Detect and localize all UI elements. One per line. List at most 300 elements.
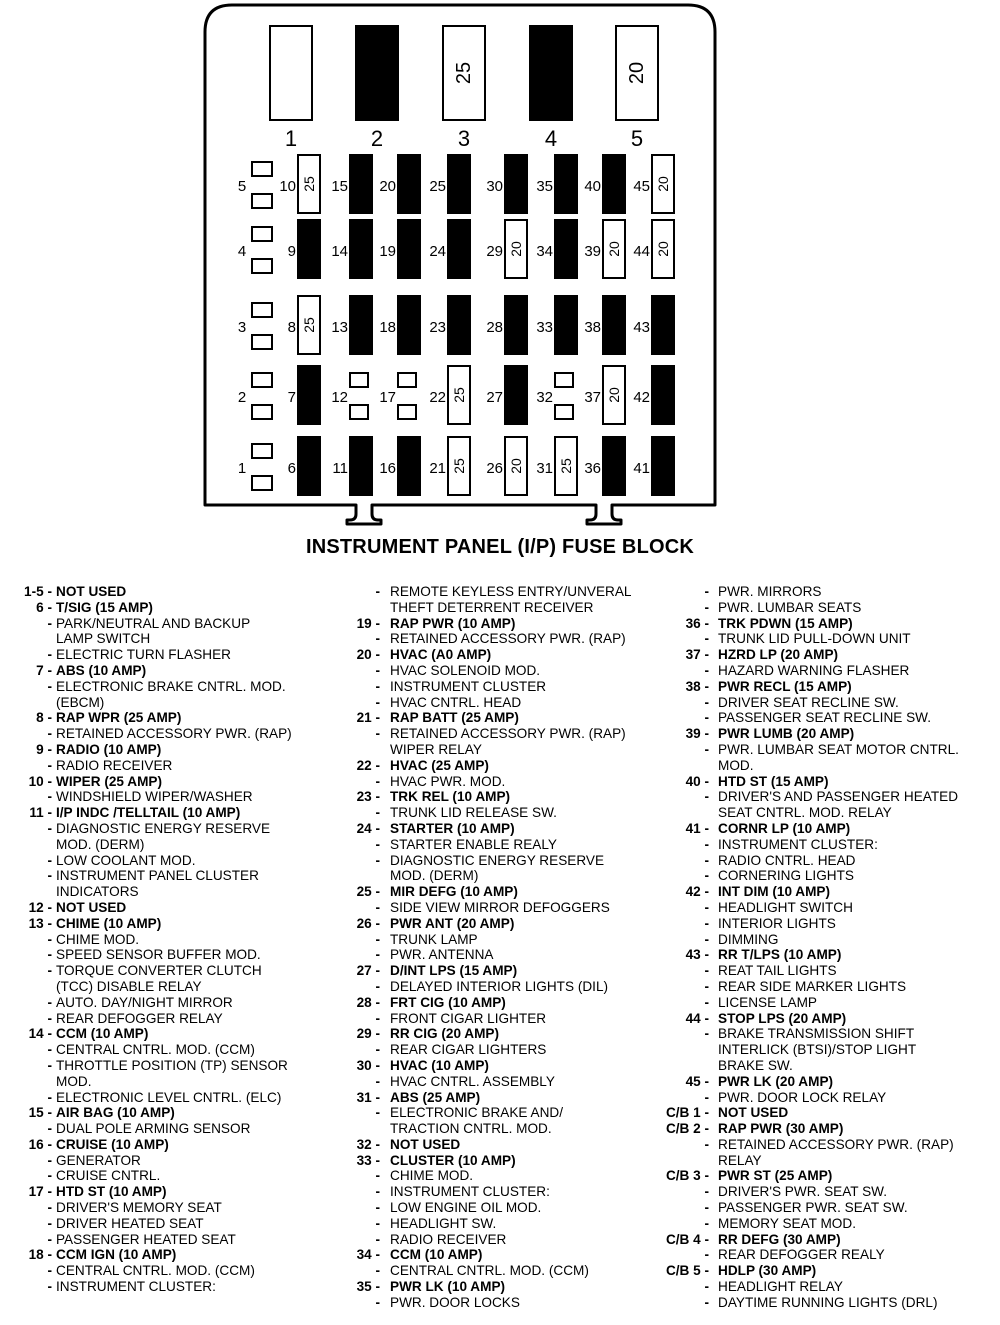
legend-text: DUAL POLE ARMING SENSOR [56, 1121, 251, 1137]
legend-text: HZRD LP (20 AMP) [718, 647, 839, 663]
legend-number: 20 - [356, 647, 380, 663]
legend-text: FRONT CIGAR LIGHTER [390, 1010, 547, 1026]
legend-text: INT DIM (10 AMP) [718, 884, 831, 900]
legend-number: 9 - [36, 741, 52, 757]
side-relay-4 [238, 227, 272, 273]
fuse-number: 20 [379, 178, 396, 195]
fuse-number: 10 [279, 178, 296, 195]
legend-item [665, 900, 998, 916]
legend-text: STARTER (10 AMP) [390, 820, 515, 836]
empty-contact-upper [350, 373, 368, 387]
legend-number: - [704, 994, 709, 1010]
legend-text: PWR. LUMBAR SEATS [718, 599, 862, 615]
legend-text: CORNR LP (10 AMP) [718, 820, 851, 836]
relay-contact-upper [252, 444, 272, 458]
legend-text: STARTER ENABLE REALY [390, 836, 557, 852]
legend-column-3 [665, 584, 998, 1311]
top-slot-number: 3 [457, 126, 471, 151]
legend-number: - [47, 1279, 52, 1295]
legend-item [665, 695, 998, 711]
legend-number: 23 - [356, 789, 380, 805]
fuse-number: 32 [536, 389, 553, 406]
legend-text: CENTRAL CNTRL. MOD. (CCM) [390, 1263, 589, 1279]
legend-text: DIAGNOSTIC ENERGY RESERVE [390, 852, 605, 868]
fuse-slot-38 [584, 296, 625, 354]
legend-text: BRAKE TRANSMISSION SHIFT [718, 1026, 915, 1042]
legend-text: HVAC (25 AMP) [390, 757, 489, 773]
legend-heading [665, 616, 998, 632]
top-slot-body [356, 26, 398, 120]
legend-item [340, 932, 662, 948]
legend-text: ABS (25 AMP) [390, 1089, 481, 1105]
legend-text: WINDSHIELD WIPER/WASHER [56, 789, 253, 805]
legend-number: - [375, 805, 380, 821]
legend-text: RAP WPR (25 AMP) [56, 710, 182, 726]
fuse-number: 43 [633, 319, 650, 336]
fuse-slot-15 [331, 155, 372, 213]
legend-item [2, 868, 337, 884]
legend-text: REAR DEFOGGER RELAY [56, 1010, 223, 1026]
legend-column-1 [2, 584, 337, 1295]
relay-contact-upper [252, 227, 272, 241]
fuse-number: 34 [536, 243, 553, 260]
legend-text: INSTRUMENT PANEL CLUSTER [56, 868, 259, 884]
legend-text: RR DEFG (30 AMP) [718, 1231, 841, 1247]
legend-text: PARK/NEUTRAL AND BACKUP [56, 615, 251, 631]
legend-text: STOP LPS (20 AMP) [718, 1010, 847, 1026]
fuse-slot-22 [429, 366, 470, 424]
legend-text: PWR LUMB (20 AMP) [718, 726, 855, 742]
legend-item [2, 1263, 337, 1279]
fuse-number: 14 [331, 243, 348, 260]
legend-item [2, 837, 337, 853]
legend-number: - [375, 978, 380, 994]
legend-text: PASSENGER SEAT RECLINE SW. [718, 710, 932, 726]
legend-item [2, 947, 337, 963]
legend-text: WIPER RELAY [390, 741, 482, 757]
fuse-number: 15 [331, 178, 348, 195]
legend-item [665, 1216, 998, 1232]
legend-item [340, 1184, 662, 1200]
top-slot-number: 4 [544, 126, 558, 151]
legend-heading [665, 726, 998, 742]
legend-item [2, 1153, 337, 1169]
relay-contact-upper [252, 303, 272, 317]
legend-item [340, 979, 662, 995]
legend-text: PWR LK (20 AMP) [718, 1073, 834, 1089]
fuse-number: 22 [429, 389, 446, 406]
legend-number: - [704, 868, 709, 884]
fuse-body [350, 155, 372, 213]
legend-text: MOD. [718, 757, 754, 773]
legend-number: 11 - [29, 805, 52, 821]
legend-text: THROTTLE POSITION (TP) SENSOR [56, 1057, 288, 1073]
legend-text: HTD ST (10 AMP) [56, 1184, 167, 1200]
fuse-slot-30 [486, 155, 527, 213]
legend-number: - [375, 1184, 380, 1200]
legend-text: GENERATOR [56, 1152, 141, 1168]
fuse-slot-41 [633, 437, 674, 495]
fuse-number: 36 [584, 460, 601, 477]
legend-number: - [375, 662, 380, 678]
legend-item [665, 932, 998, 948]
legend-item [2, 1074, 337, 1090]
legend-text: CENTRAL CNTRL. MOD. (CCM) [56, 1263, 255, 1279]
legend-text: TRK REL (10 AMP) [390, 789, 511, 805]
legend-text: (TCC) DISABLE RELAY [56, 978, 202, 994]
fuse-slot-23 [429, 296, 470, 354]
legend-heading [340, 1279, 662, 1295]
legend-text: D/INT LPS (15 AMP) [390, 963, 518, 979]
legend-item [665, 758, 998, 774]
legend-text: DIAGNOSTIC ENERGY RESERVE [56, 820, 271, 836]
legend-item [2, 995, 337, 1011]
legend-heading [340, 758, 662, 774]
fuse-slot-34 [536, 220, 577, 278]
side-relay-5 [238, 162, 272, 208]
fuse-slot-17 [379, 373, 416, 419]
legend-item [2, 979, 337, 995]
legend-text: MIR DEFG (10 AMP) [390, 884, 518, 900]
empty-contact-lower [350, 405, 368, 419]
legend-number: - [375, 1231, 380, 1247]
legend-heading [665, 1168, 998, 1184]
top-slot-1 [270, 26, 312, 151]
fuse-slot-27 [486, 366, 527, 424]
legend-text: HEADLIGHT SW. [390, 1215, 497, 1231]
relay-contact-upper [252, 162, 272, 176]
legend-number: - [375, 1263, 380, 1279]
legend-number: - [375, 947, 380, 963]
top-slot-2 [356, 26, 398, 151]
fuse-number: 13 [331, 319, 348, 336]
legend-heading [340, 1058, 662, 1074]
legend-item [2, 726, 337, 742]
legend-number: - [704, 836, 709, 852]
legend-text: DIMMING [718, 931, 779, 947]
legend-heading [340, 1090, 662, 1106]
legend-number: - [704, 1215, 709, 1231]
legend-heading [2, 584, 337, 600]
legend-number: - [47, 1231, 52, 1247]
legend-number: 44 - [685, 1010, 709, 1026]
fuse-number: 7 [287, 389, 296, 406]
legend-text: HVAC (10 AMP) [390, 1057, 489, 1073]
legend-heading [2, 663, 337, 679]
fuse-slot-43 [633, 296, 674, 354]
fuse-slot-40 [584, 155, 625, 213]
legend-text: INSTRUMENT CLUSTER: [390, 1184, 550, 1200]
legend-text: ABS (10 AMP) [56, 662, 147, 678]
fuse-slot-21 [429, 437, 470, 495]
top-slot-number: 1 [284, 126, 298, 151]
legend-text: ELECTRONIC BRAKE AND/ [390, 1105, 563, 1121]
legend-item [2, 821, 337, 837]
legend-number: 43 - [685, 947, 709, 963]
legend-item [2, 1200, 337, 1216]
legend-text: CRUISE CNTRL. [56, 1168, 161, 1184]
fuse-rating: 20 [508, 458, 524, 474]
fuse-number: 9 [287, 243, 296, 260]
fuse-slot-9 [288, 220, 320, 278]
empty-contact-upper [555, 373, 573, 387]
fuse-rating: 25 [451, 458, 467, 474]
legend-number: 15 - [28, 1105, 52, 1121]
legend-text: INDICATORS [56, 884, 139, 900]
fuse-body [298, 437, 320, 495]
legend-number: - [704, 1200, 709, 1216]
legend-number: 30 - [356, 1057, 380, 1073]
legend-text: CHIME MOD. [390, 1168, 474, 1184]
legend-number: C/B 5 - [665, 1263, 709, 1279]
legend-item [665, 1026, 998, 1042]
legend-text: TORQUE CONVERTER CLUTCH [56, 963, 262, 979]
legend-text: PASSENGER HEATED SEAT [56, 1231, 236, 1247]
fuse-number: 23 [429, 319, 446, 336]
top-slot-number: 5 [630, 126, 644, 151]
fuse-number: 16 [379, 460, 396, 477]
legend-text: TRACTION CNTRL. MOD. [390, 1121, 552, 1137]
legend-number: 6 - [36, 599, 52, 615]
legend-number: 36 - [685, 615, 709, 631]
legend-heading [2, 805, 337, 821]
legend-item [340, 1011, 662, 1027]
fuse-number: 26 [486, 460, 503, 477]
legend-text: MOD. (DERM) [56, 836, 145, 852]
legend-text: HVAC SOLENOID MOD. [390, 662, 541, 678]
fuse-slot-7 [288, 366, 320, 424]
top-slot-rating: 20 [626, 61, 648, 85]
legend-number: - [704, 1247, 709, 1263]
legend-item [2, 1232, 337, 1248]
legend-number: 12 - [28, 899, 52, 915]
legend-text: SPEED SENSOR BUFFER MOD. [56, 947, 261, 963]
legend-heading [2, 916, 337, 932]
legend-item [665, 789, 998, 805]
legend-number: - [704, 694, 709, 710]
legend-text: THEFT DETERRENT RECEIVER [390, 599, 594, 615]
legend-number: - [375, 852, 380, 868]
legend-text: ELECTRIC TURN FLASHER [56, 647, 231, 663]
fuse-number: 11 [332, 460, 348, 477]
legend-number: - [375, 899, 380, 915]
legend-item [665, 1058, 998, 1074]
legend-number: - [704, 710, 709, 726]
legend-number: 22 - [356, 757, 380, 773]
legend-item [340, 1295, 662, 1311]
legend-heading [665, 679, 998, 695]
legend-text: RETAINED ACCESSORY PWR. (RAP) [390, 726, 626, 742]
legend-number: - [47, 1152, 52, 1168]
legend-text: DAYTIME RUNNING LIGHTS (DRL) [718, 1294, 938, 1310]
legend-text: MEMORY SEAT MOD. [718, 1215, 856, 1231]
legend-number: - [47, 947, 52, 963]
side-relay-number: 4 [237, 243, 247, 260]
legend-text: PWR. DOOR LOCK RELAY [718, 1089, 887, 1105]
fuse-number: 18 [379, 319, 396, 336]
legend-text: PWR. LUMBAR SEAT MOTOR CNTRL. [718, 741, 959, 757]
fuse-slot-29 [486, 220, 527, 278]
legend-text: PWR LK (10 AMP) [390, 1279, 506, 1295]
fuse-body [603, 437, 625, 495]
legend-number: - [47, 789, 52, 805]
legend-number: 10 - [28, 773, 52, 789]
legend-heading [340, 1137, 662, 1153]
legend-item [665, 868, 998, 884]
legend-text: CHIME MOD. [56, 931, 140, 947]
fuse-slot-18 [379, 296, 420, 354]
fuse-body [398, 437, 420, 495]
legend-text: CORNERING LIGHTS [718, 868, 854, 884]
legend-number: - [375, 1073, 380, 1089]
legend-heading [340, 710, 662, 726]
legend-item [665, 663, 998, 679]
legend-number: - [375, 1215, 380, 1231]
fuse-body [555, 220, 577, 278]
legend-text: PWR. ANTENNA [390, 947, 494, 963]
legend-text: CCM (10 AMP) [56, 1026, 149, 1042]
legend-number: 27 - [356, 963, 380, 979]
legend-item [340, 600, 662, 616]
legend-item [2, 963, 337, 979]
legend-item [665, 805, 998, 821]
legend-text: MOD. (DERM) [390, 868, 479, 884]
fuse-slot-19 [379, 220, 420, 278]
fuse-body [555, 155, 577, 213]
legend-text: RETAINED ACCESSORY PWR. (RAP) [718, 1136, 954, 1152]
legend-heading [665, 884, 998, 900]
legend-item [340, 1200, 662, 1216]
legend-heading [340, 916, 662, 932]
legend-text: FRT CIG (10 AMP) [390, 994, 506, 1010]
legend-item [665, 1184, 998, 1200]
fuse-slot-31 [536, 437, 577, 495]
legend-item [665, 710, 998, 726]
legend-number: - [375, 931, 380, 947]
legend-heading [340, 647, 662, 663]
legend-item [340, 1232, 662, 1248]
legend-item [340, 853, 662, 869]
legend-number: 31 - [356, 1089, 380, 1105]
fuse-body [652, 366, 674, 424]
legend-heading [2, 710, 337, 726]
legend-number: - [47, 931, 52, 947]
legend-number: 13 - [28, 915, 52, 931]
legend-text: BRAKE SW. [718, 1057, 793, 1073]
fuse-body [448, 220, 470, 278]
diagram-title: INSTRUMENT PANEL (I/P) FUSE BLOCK [305, 536, 695, 558]
legend-number: 21 - [356, 710, 380, 726]
fuse-number: 35 [536, 178, 553, 195]
legend-number: C/B 4 - [665, 1231, 709, 1247]
legend-number: - [47, 1263, 52, 1279]
fuse-rating: 20 [508, 241, 524, 257]
side-relay-number: 1 [237, 460, 247, 477]
legend-text: TRUNK LID PULL-DOWN UNIT [718, 631, 911, 647]
legend-number: - [375, 1168, 380, 1184]
legend-item [665, 1295, 998, 1311]
legend-item [665, 837, 998, 853]
relay-contact-lower [252, 335, 272, 349]
legend-number: - [704, 963, 709, 979]
legend-text: PWR. DOOR LOCKS [390, 1294, 520, 1310]
fuse-slot-39 [584, 220, 625, 278]
legend-text: TRUNK LAMP [390, 931, 478, 947]
legend-item [340, 1074, 662, 1090]
fuse-rating: 25 [301, 176, 317, 192]
legend-number: 17 - [28, 1184, 52, 1200]
legend-text: CLUSTER (10 AMP) [390, 1152, 516, 1168]
legend-item [2, 1011, 337, 1027]
fuse-body [298, 220, 320, 278]
legend-item [340, 1042, 662, 1058]
legend-item [340, 805, 662, 821]
fuse-body [398, 155, 420, 213]
legend-text: NOT USED [56, 584, 127, 599]
legend-item [665, 853, 998, 869]
top-slot-body [270, 26, 312, 120]
top-slot-rating: 25 [453, 61, 475, 85]
fuse-slot-24 [429, 220, 470, 278]
legend-number: 37 - [685, 647, 709, 663]
legend-item [2, 789, 337, 805]
fuse-body [350, 296, 372, 354]
legend-number: 42 - [685, 884, 709, 900]
legend-item [340, 726, 662, 742]
fuse-slot-36 [584, 437, 625, 495]
legend-text: CCM IGN (10 AMP) [56, 1247, 177, 1263]
legend-item [665, 1042, 998, 1058]
top-slot-5 [616, 26, 658, 151]
legend-item [2, 884, 337, 900]
legend-text: CRUISE (10 AMP) [56, 1136, 169, 1152]
legend-heading [340, 884, 662, 900]
legend-heading [665, 1232, 998, 1248]
legend-text: MOD. [56, 1073, 92, 1089]
relay-contact-lower [252, 476, 272, 490]
legend-number: - [375, 631, 380, 647]
fuse-number: 42 [633, 389, 650, 406]
legend-text: ELECTRONIC BRAKE CNTRL. MOD. [56, 678, 286, 694]
legend-heading [2, 1026, 337, 1042]
legend-text: (EBCM) [56, 694, 105, 710]
legend-text: PWR. MIRRORS [718, 584, 822, 599]
legend-item [2, 631, 337, 647]
legend-item [665, 1279, 998, 1295]
side-relay-number: 2 [237, 389, 247, 406]
legend-heading [2, 1105, 337, 1121]
fuse-number: 8 [287, 319, 296, 336]
fuse-body [652, 296, 674, 354]
legend-number: - [704, 789, 709, 805]
legend-text: RETAINED ACCESSORY PWR. (RAP) [56, 726, 292, 742]
legend-text: ELECTRONIC LEVEL CNTRL. (ELC) [56, 1089, 282, 1105]
legend-item [665, 1090, 998, 1106]
fuse-block-diagram [0, 0, 1000, 545]
legend-item [2, 932, 337, 948]
fuse-slot-37 [584, 366, 625, 424]
relay-contact-lower [252, 194, 272, 208]
legend-number: - [47, 852, 52, 868]
legend-text: RR T/LPS (10 AMP) [718, 947, 842, 963]
legend-text: NOT USED [390, 1136, 461, 1152]
legend-text: INTERIOR LIGHTS [718, 915, 836, 931]
legend-item [340, 584, 662, 600]
legend-text: SIDE VIEW MIRROR DEFOGGERS [390, 899, 610, 915]
legend-text: HEADLIGHT SWITCH [718, 899, 853, 915]
legend-number: - [375, 1042, 380, 1058]
legend-number: - [704, 662, 709, 678]
